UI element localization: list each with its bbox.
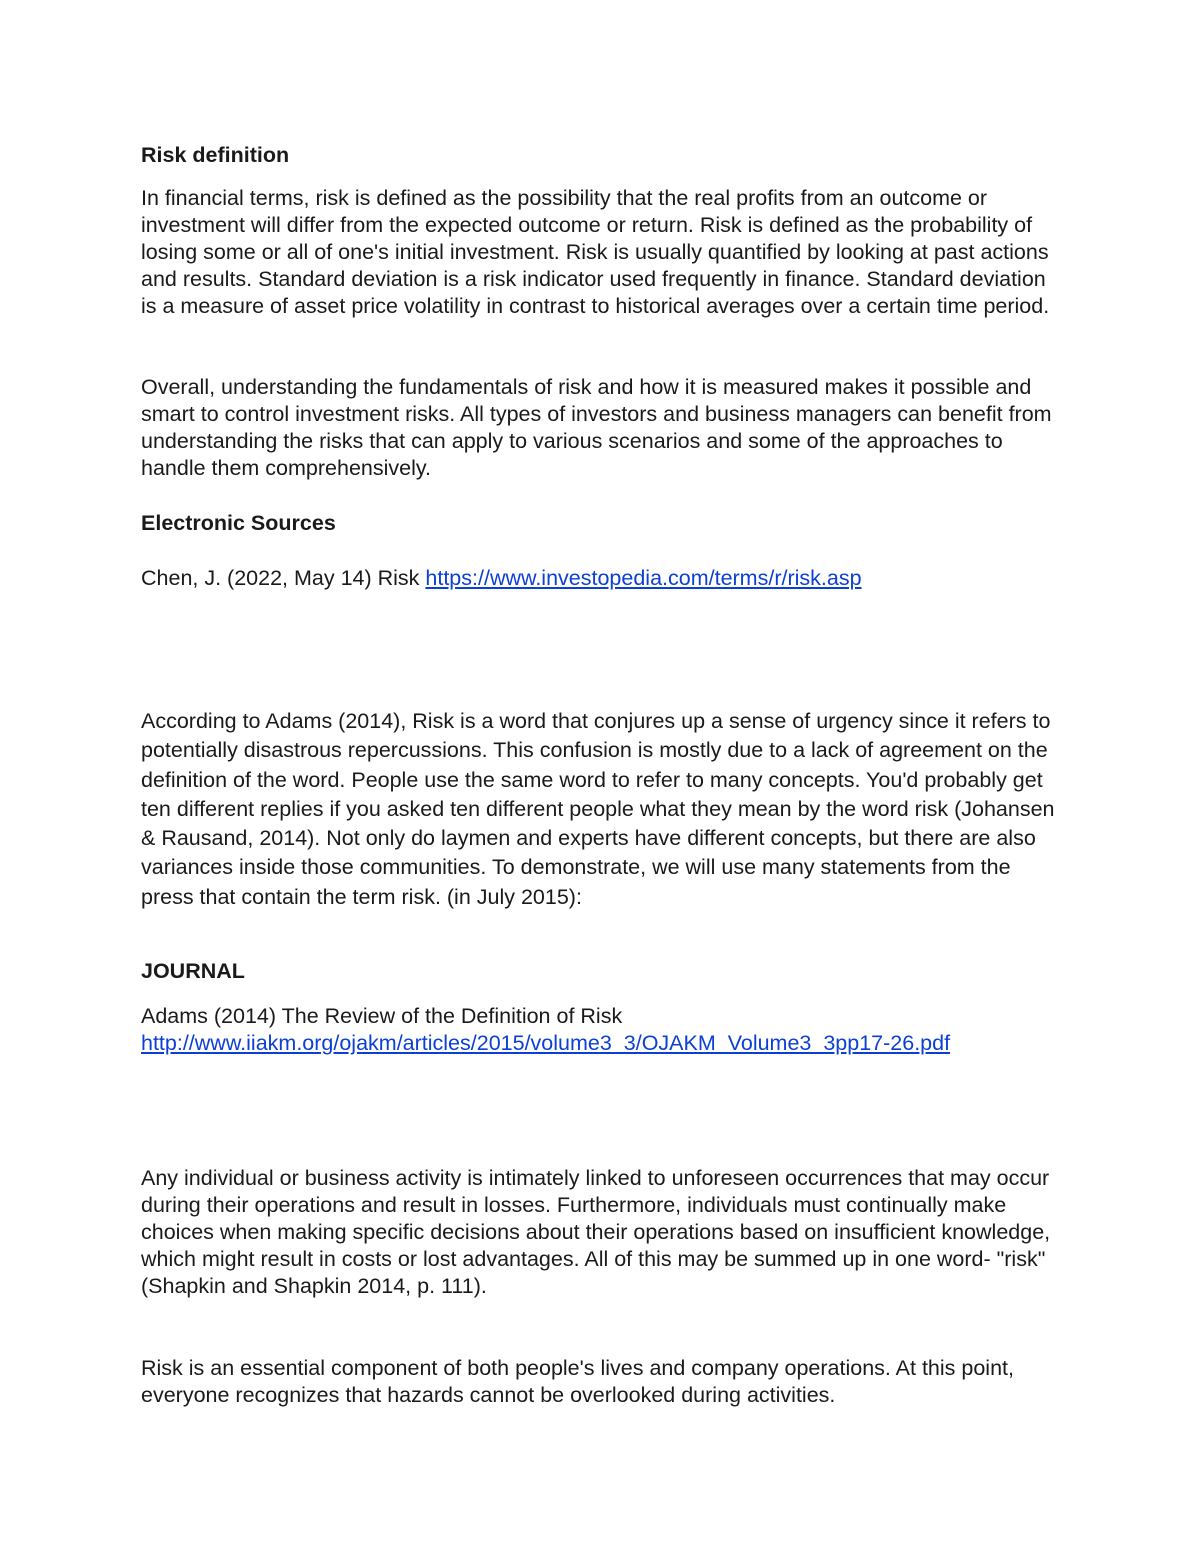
citation-electronic-source bbox=[141, 565, 1061, 592]
section-heading-risk-definition: Risk definition bbox=[141, 143, 290, 167]
section-heading-electronic-sources: Electronic Sources bbox=[141, 511, 336, 535]
citation-text: Chen, J. (2022, May 14) Risk bbox=[141, 566, 426, 590]
document-page bbox=[141, 0, 1061, 1553]
paragraph-business-activity: Any individual or business activity is intimately linked to unforeseen occurrences that may occur during their operations and result in losses. Furthermore, individuals must continually make choices when making specific decisions about their operations based on insufficient knowledge, which might result in costs or lost advantages. All of this may be summed up in one word- "risk" (Shapkin and Shapkin 2014, p. 111). bbox=[141, 1166, 1051, 1298]
paragraph-according-to-adams: According to Adams (2014), Risk is a word that conjures up a sense of urgency since it refers to potentially disastrous repercussions. This confusion is mostly due to a lack of agreement on the definition of the word. People use the same word to refer to many concepts. You'd probably get ten different replies if you asked ten different people what they mean by the word risk (Johansen & Rausand, 2014). Not only do laymen and experts have different concepts, but there are also variances inside those communities. To demonstrate, we will use many statements from the press that contain the term risk. (in July 2015): bbox=[141, 709, 1055, 909]
paragraph-risk-essential-component: Risk is an essential component of both people's lives and company operations. At this point, everyone recognizes that hazards cannot be overlooked during activities. bbox=[141, 1356, 1014, 1407]
investopedia-link[interactable]: https://www.investopedia.com/terms/r/risk.asp bbox=[425, 566, 862, 590]
citation-journal bbox=[141, 1003, 1061, 1057]
journal-article-link[interactable]: http://www.iiakm.org/ojakm/articles/2015/volume3_3/OJAKM_Volume3_3pp17-26.pdf bbox=[141, 1031, 951, 1055]
section-heading-journal: JOURNAL bbox=[141, 959, 245, 983]
paragraph-risk-definition: In financial terms, risk is defined as the possibility that the real profits from an outcome or investment will differ from the expected outcome or return. Risk is defined as the probability of losing some or all of one's initial investment. Risk is usually quantified by looking at past actions and results. Standard deviation is a risk indicator used frequently in finance. Standard deviation is a measure of asset price volatility in contrast to historical averages over a certain time period. bbox=[141, 186, 1050, 318]
paragraph-overall-understanding: Overall, understanding the fundamentals of risk and how it is measured makes it possible and smart to control investment risks. All types of investors and business managers can benefit from understanding the risks that can apply to various scenarios and some of the approaches to handle them comprehensively. bbox=[141, 375, 1052, 480]
journal-citation-text: Adams (2014) The Review of the Definition of Risk bbox=[141, 1004, 623, 1028]
